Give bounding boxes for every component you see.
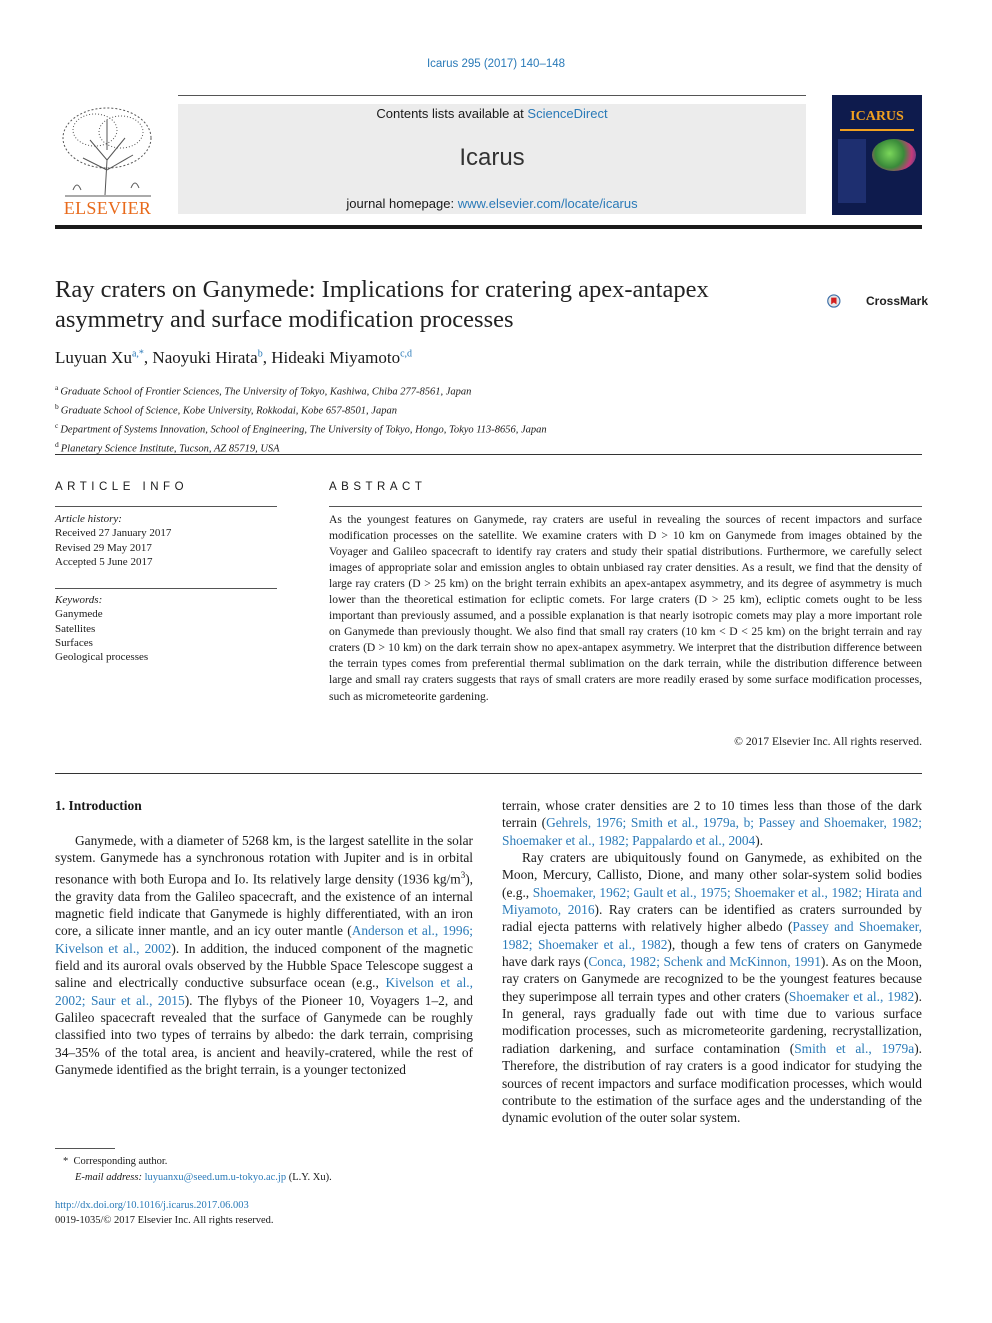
author-name[interactable]: Hideaki Miyamoto — [271, 348, 401, 367]
homepage-prefix: journal homepage: — [346, 196, 458, 211]
body-text: ), though a few tens of craters on Ganymede have dark rays ( — [502, 936, 922, 970]
citation-link[interactable]: Shoemaker et al., 1982 — [788, 988, 915, 1004]
citation-link[interactable]: Passey and Shoemaker, 1982; Shoemaker et al., 1982 — [502, 919, 923, 952]
affiliation-text: Planetary Science Institute, Tucson, AZ 85719, USA — [60, 443, 280, 455]
cover-stripe — [840, 129, 914, 131]
journal-citation[interactable]: Icarus 295 (2017) 140–148 — [426, 58, 566, 70]
citation-link[interactable]: Conca, 1982; Schenk and McKinnon, 1991 — [588, 954, 821, 970]
body-text: ). In addition, the induced component of the magnetic field and its auroral ovals observed by the Hubble Space Telescope suggest a saline and electrically conductive subsurface ocean (e.g., — [55, 940, 473, 991]
abstract-text: As the youngest features on Ganymede, ray craters are useful in revealing the sources of recent impactors and surface modification processes on the satellite. We examine craters with D > 10 km on Ganymede from images obtained by the Voyager and Galileo spacecraft to identify ray craters and study their spatial distributions. Furthermore, we carefully select images of appropriate solar and emission angles to obtain unbiased ray crater densities. As a result, we find that the density of large ray craters (D > 25 km) on the bright terrain exhibits an apex-antapex asymmetry, and its degree of asymmetry is much lower than the theoretical estimation for ecliptic comets. For large craters (D > 25 km), ecliptic comets ought to be less important than previously assumed, and a possible explanation is that nearly isotropic comets may play a more important role on Ganymede than previously thought. We also find that small ray craters (10 km < D < 25 km) on the bright terrain and ray craters (D > 10 km) on the dark terrain show no apex-antapex asymmetry. We interpret that the distribution difference between the terrain types comes from preferential thermal sublimation on the dark terrain, while the distribution difference between large and small ray craters suggests that rays of small craters are more readily erased by some surface modification processes, such as micrometeorite gardening. — [329, 513, 922, 703]
section-heading: 1. Introduction — [55, 798, 142, 813]
superscript: 3 — [460, 869, 466, 880]
body-text: ), the gravity data from the Galileo spacecraft, and the existence of an internal magnetic field indicate that Ganymede is highly differentiated, with an iron core, a silicate inner mantle, and an icy outer mantle ( — [55, 871, 473, 939]
author-name[interactable]: Naoyuki Hirata — [152, 348, 258, 367]
abstract-heading: ABSTRACT — [329, 481, 427, 493]
author-affiliation-mark[interactable]: a,* — [131, 348, 144, 360]
body-text: Ganymede, with a diameter of 5268 km, is the largest satellite in the solar system. Ganymede has a synchronous rotation with Jupiter and is in orbital resonance with both Europa and Io. Its relatively large density (1936 kg/m — [55, 833, 473, 887]
homepage-line — [178, 196, 806, 211]
affiliation-key: b — [55, 402, 59, 411]
citation-link[interactable]: Anderson et al., 1996; Kivelson et al., 2002 — [55, 923, 473, 956]
author-list — [55, 348, 412, 368]
body-column-right — [502, 797, 922, 1127]
section-rule — [55, 773, 922, 774]
elsevier-wordmark: ELSEVIER — [63, 198, 152, 218]
affiliation-text: Department of Systems Innovation, School of Engineering, The University of Tokyo, Hongo, Tokyo 113-8656, Japan — [60, 424, 547, 436]
keyword: Geological processes — [55, 651, 149, 664]
cover-title: ICARUS — [850, 109, 904, 124]
homepage-link[interactable]: www.elsevier.com/locate/icarus — [457, 196, 638, 211]
body-paragraph — [55, 832, 473, 1078]
history-label: Article history: — [55, 513, 122, 525]
journal-cover-image — [832, 95, 922, 215]
abstract-rule — [329, 506, 922, 507]
author-affiliation-mark[interactable]: c,d — [400, 348, 413, 360]
affiliation — [55, 419, 547, 438]
masthead-rule — [178, 95, 806, 96]
body-text: Ray craters are ubiquitously found on Ganymede, as exhibited on the Moon, Mercury, Callisto, Dione, and many other solar-system solid bodies (e.g., — [502, 850, 922, 900]
affiliation — [55, 400, 547, 419]
journal-name: Icarus — [459, 144, 525, 171]
footnote-rule — [55, 1148, 115, 1149]
body-text: ). The flybys of the Pioneer 10, Voyagers 1–2, and Galileo spacecraft revealed that the surface of Ganymede can be roughly classified into two types of terrains by albedo: the dark terrain, comprising 34–35% of the total area, is ancient and heavily-cratered, while the rest of Ganymede identified as the bright terrain, is a younger tectonized — [55, 992, 473, 1077]
doi-link[interactable]: http://dx.doi.org/10.1016/j.icarus.2017.06.003 — [55, 1200, 249, 1211]
journal-masthead — [178, 104, 806, 214]
author-separator: , — [143, 348, 153, 367]
footnote-text: Corresponding author. — [73, 1156, 168, 1167]
contents-prefix: Contents lists available at — [376, 106, 528, 121]
corresponding-author-note — [55, 1154, 332, 1170]
issn-line: 0019-1035/© 2017 Elsevier Inc. All rights reserved. — [55, 1215, 274, 1226]
author-affiliation-mark[interactable]: b — [257, 348, 263, 360]
article-title: Ray craters on Ganymede: Implications for cratering apex-antapex asymmetry and surface modification processes — [55, 276, 709, 333]
author-name[interactable]: Luyuan Xu — [55, 348, 132, 367]
affiliation-key: c — [55, 421, 59, 430]
body-text: ). — [755, 832, 764, 848]
crossmark-icon[interactable] — [827, 283, 865, 319]
abstract-copyright: © 2017 Elsevier Inc. All rights reserved. — [734, 735, 922, 748]
citation-link[interactable]: Shoemaker, 1962; Gault et al., 1975; Shoemaker et al., 1982; Hirata and Miyamoto, 2016 — [502, 884, 922, 918]
body-text: ). Ray craters can be identified as craters surrounded by radial ejecta patterns with relatively higher albedo ( — [502, 902, 922, 935]
citation-link[interactable]: Kivelson et al., 2002; Saur et al., 2015 — [55, 975, 474, 1008]
body-text: terrain, whose crater densities are 2 to 10 times less than those of the dark terrain ( — [502, 798, 922, 831]
email-label: E-mail address: — [75, 1172, 145, 1183]
article-info-heading: ARTICLE INFO — [55, 481, 189, 493]
citation-link[interactable]: Smith et al., 1979a — [794, 1040, 915, 1056]
history-entry: Revised 29 May 2017 — [55, 541, 152, 554]
citation-link[interactable]: Gehrels, 1976; Smith et al., 1979a, b; Passey and Shoemaker, 1982; Shoemaker et al., 1982; Pappalardo et al., 2004 — [502, 815, 922, 848]
section-rule — [55, 454, 922, 455]
body-column-left — [55, 832, 473, 1078]
affiliation-key: a — [55, 383, 59, 392]
footnotes — [55, 1154, 332, 1186]
sciencedirect-link[interactable]: ScienceDirect — [527, 106, 608, 121]
affiliation — [55, 381, 547, 400]
article-history — [55, 512, 171, 569]
affiliation-text: Graduate School of Science, Kobe University, Rokkodai, Kobe 657-8501, Japan — [60, 405, 397, 417]
email-owner: (L.Y. Xu). — [286, 1172, 332, 1183]
keyword: Satellites — [55, 622, 96, 635]
body-text: ). In general, rays gradually fade out with time due to various surface modification processes, such as micrometeorite gardening, recrystallization, radiation darkening, and surface contamination ( — [502, 988, 922, 1056]
crossmark-label[interactable]: CrossMark — [866, 294, 929, 308]
doi-block — [55, 1198, 274, 1228]
keyword: Surfaces — [55, 636, 93, 649]
body-text: ). As on the Moon, ray craters on Ganymede are recognized to be the youngest features because they superimpose all terrain types and other craters ( — [502, 954, 922, 1004]
keyword: Ganymede — [55, 608, 103, 621]
affiliation-key: d — [55, 440, 59, 449]
header-rule — [55, 225, 922, 229]
affiliation-list — [55, 381, 547, 457]
keywords-label: Keywords: — [55, 594, 103, 606]
cover-sidebar — [838, 139, 866, 203]
history-entry: Received 27 January 2017 — [55, 527, 172, 540]
body-paragraph — [502, 797, 922, 849]
footnote-mark: * — [63, 1156, 69, 1167]
history-entry: Accepted 5 June 2017 — [55, 555, 153, 568]
keyword-list — [55, 593, 148, 664]
body-paragraph — [502, 849, 922, 1127]
contents-line — [178, 106, 806, 121]
article-info-rule — [55, 506, 277, 507]
affiliation-text: Graduate School of Frontier Sciences, The University of Tokyo, Kashiwa, Chiba 277-8561, Japan — [60, 386, 472, 398]
author-separator: , — [262, 348, 272, 367]
article-info-rule — [55, 588, 277, 589]
body-text: ). Therefore, the distribution of ray craters is a good indicator for studying the sources of recent impactors and surface modification processes, which would contribute to the estimation of the surface ages and the understanding of the dynamic evolution of the outer solar system. — [502, 1040, 922, 1126]
email-note — [55, 1170, 332, 1186]
email-link[interactable]: luyuanxu@seed.um.u-tokyo.ac.jp — [144, 1172, 287, 1183]
cover-planet-map — [872, 139, 916, 171]
